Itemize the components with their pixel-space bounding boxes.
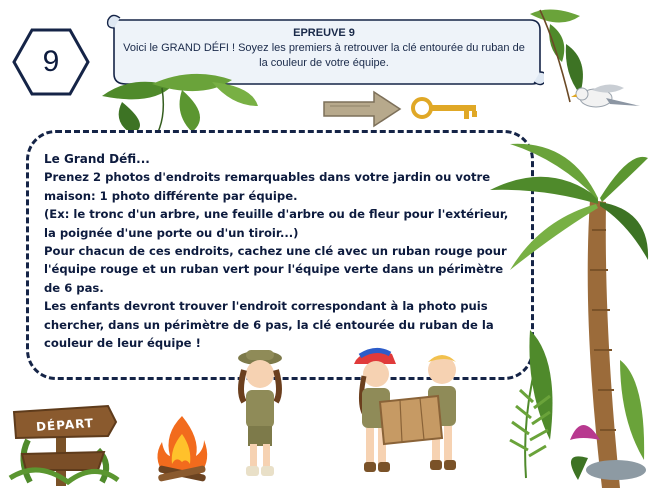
explorer-kids-map-icon — [346, 346, 472, 482]
jungle-leaves-icon — [92, 66, 262, 136]
explorer-girl-icon — [230, 346, 290, 482]
challenge-paragraph: Pour chacun de ces endroits, cachez une clé avec un ruban rouge pour l'équipe rouge et un ruban vert pour l'équipe verte dans un périmètre de 6 pas. — [44, 244, 507, 295]
step-description: Voici le GRAND DÉFI ! Soyez les premiers à retrouver la clé entourée du ruban de la couleur de votre équipe. — [123, 42, 525, 69]
wooden-sign-icon — [8, 390, 120, 486]
depart-sign-label: DÉPART — [35, 415, 95, 435]
challenge-title: Le Grand Défi... — [44, 152, 150, 166]
campfire-icon — [150, 412, 214, 484]
step-heading: EPREUVE 9 — [293, 27, 355, 39]
challenge-paragraph: Prenez 2 photos d'endroits remarquables dans votre jardin ou votre maison: 1 photo différente par équipe. — [44, 170, 491, 203]
step-banner-text — [122, 26, 526, 71]
challenge-paragraph: Les enfants devront trouver l'endroit correspondant à la photo puis chercher, dans un périmètre de 6 pas, la clé entourée du ruban de la couleur de leur équipe ! — [44, 299, 494, 351]
golden-key-icon — [410, 94, 482, 122]
step-number: 9 — [42, 45, 60, 78]
challenge-paragraph: (Ex: le tronc d'un arbre, une feuille d'arbre ou de fleur pour l'extérieur, la poignée d'une porte ou d'un tiroir...) — [44, 207, 509, 240]
challenge-text — [44, 150, 512, 352]
fern-icon — [496, 360, 556, 480]
parrot-icon — [570, 80, 642, 116]
stone-arrow-icon — [320, 90, 402, 128]
